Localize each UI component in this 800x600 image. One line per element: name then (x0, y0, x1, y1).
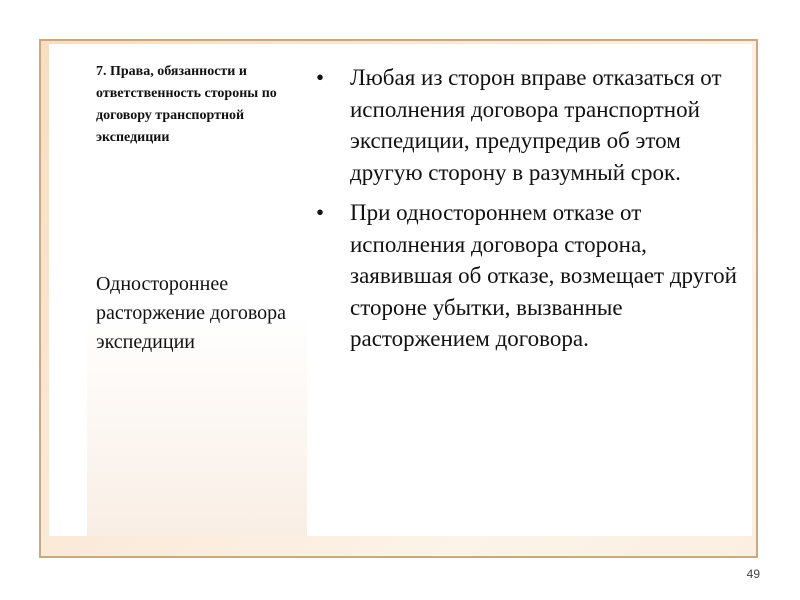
bullet-item (316, 62, 746, 188)
bullet-item (316, 197, 746, 355)
bullet-text: При одностороннем отказе от исполнения договора сторона, заявившая об отказе, возмещает другой стороне убытки, вызванные расторжением договора. (350, 200, 737, 351)
bullet-dot-icon: • (316, 65, 325, 90)
section-subtitle: Одностороннее расторжение договора экспедиции (96, 273, 287, 353)
section-title: 7. Права, обязанности и ответственность стороны по договору транспортной экспедиции (96, 64, 277, 145)
bullet-list (316, 62, 746, 364)
bullet-dot-icon: • (316, 200, 325, 225)
bullet-text: Любая из сторон вправе отказаться от исполнения договора транспортной экспедиции, предупредив об этом другую сторону в разумный срок. (350, 65, 722, 185)
page-number: 49 (746, 567, 760, 581)
